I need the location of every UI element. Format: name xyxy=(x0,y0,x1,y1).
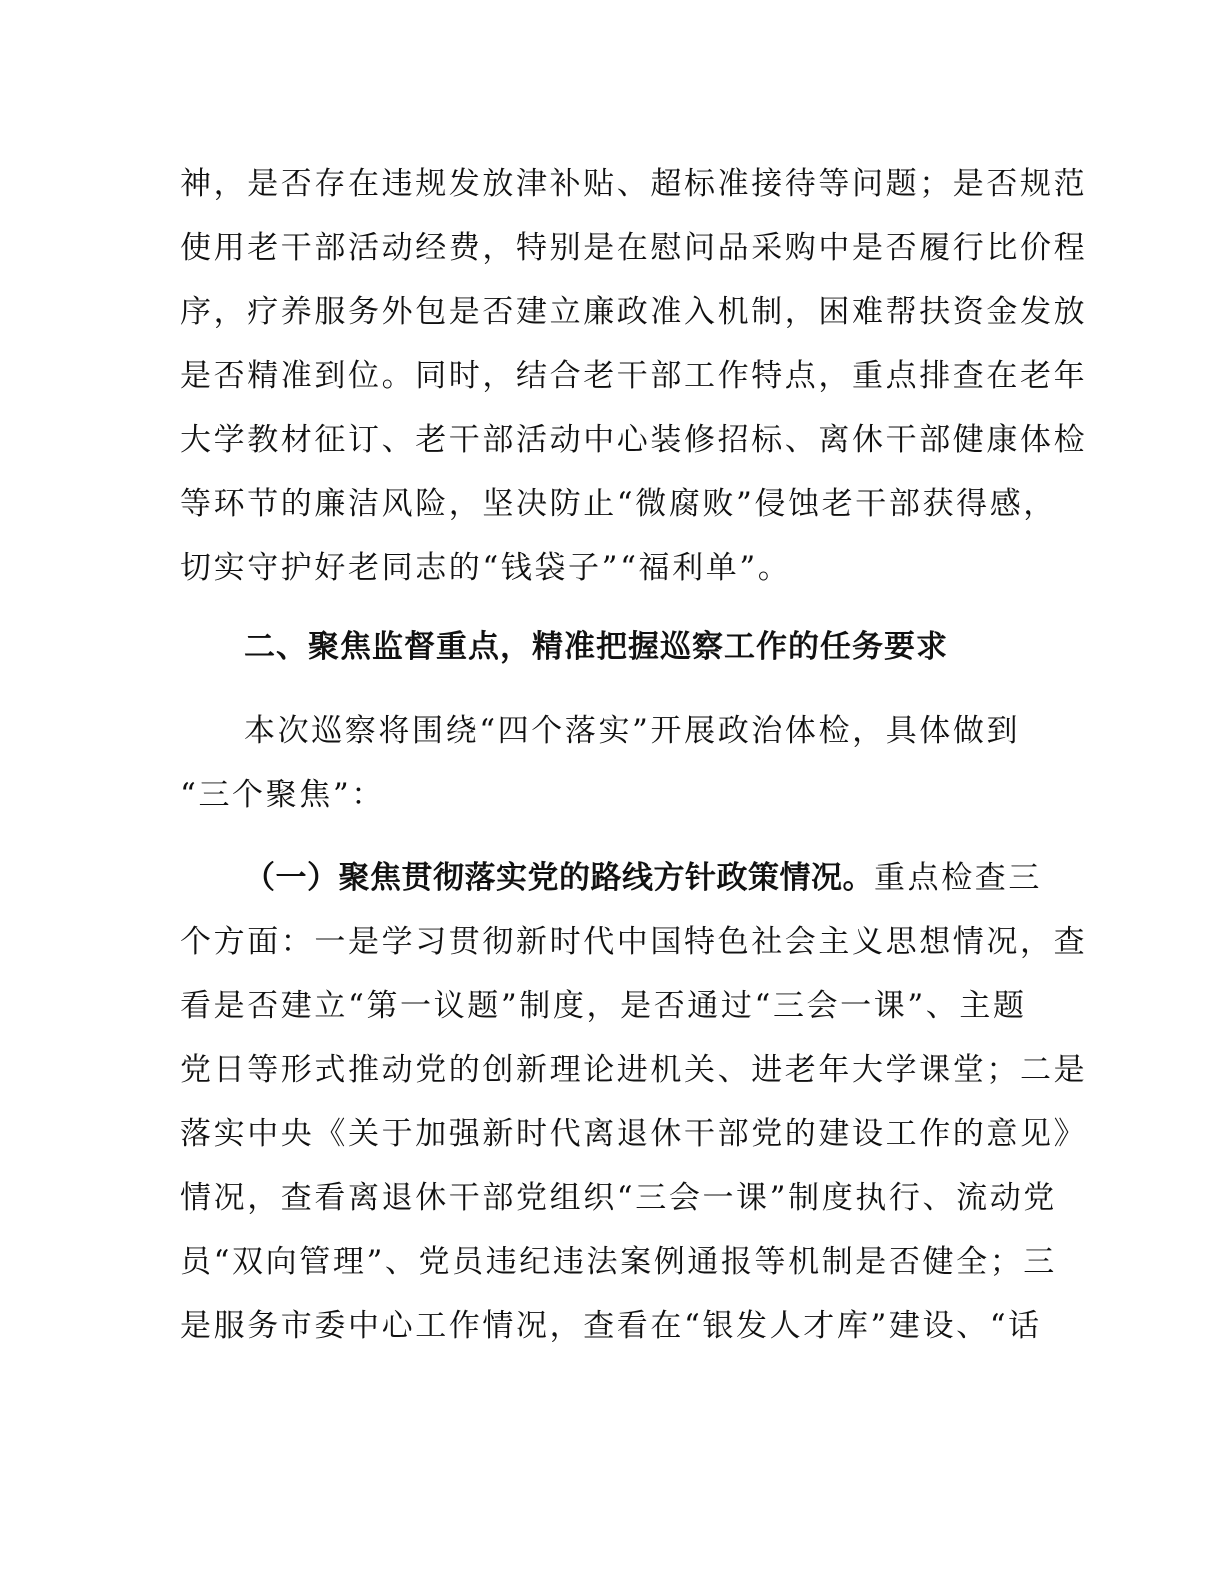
paragraph-line: 个方面：一是学习贯彻新时代中国特色社会主义思想情况，查 xyxy=(180,924,1088,960)
paragraph-line: 使用老干部活动经费，特别是在慰问品采购中是否履行比价程 xyxy=(180,230,1088,266)
section-heading: 二、聚焦监督重点，精准把握巡察工作的任务要求 xyxy=(244,629,948,665)
paragraph-line: 落实中央《关于加强新时代离退休干部党的建设工作的意见》 xyxy=(180,1116,1088,1152)
paragraph-line: “三个聚焦”： xyxy=(180,777,385,813)
paragraph-line: 切实守护好老同志的“钱袋子”“福利单”。 xyxy=(180,550,792,586)
paragraph-line: 序，疗养服务外包是否建立廉政准入机制，困难帮扶资金发放 xyxy=(180,294,1088,330)
paragraph-line: 员“双向管理”、党员违纪违法案例通报等机制是否健全；三 xyxy=(180,1244,1057,1280)
paragraph-line: 看是否建立“第一议题”制度，是否通过“三会一课”、主题 xyxy=(180,988,1027,1024)
paragraph-line: 是否精准到位。同时，结合老干部工作特点，重点排查在老年 xyxy=(180,358,1088,394)
subsection-heading: （一）聚焦贯彻落实党的路线方针政策情况。 xyxy=(244,860,874,896)
paragraph-line-continuation: 重点检查三 xyxy=(874,860,1042,896)
paragraph-line: 党日等形式推动党的创新理论进机关、进老年大学课堂；二是 xyxy=(180,1052,1088,1088)
paragraph-line: 等环节的廉洁风险，坚决防止“微腐败”侵蚀老干部获得感， xyxy=(180,486,1057,522)
paragraph-line: 大学教材征订、老干部活动中心装修招标、离休干部健康体检 xyxy=(180,422,1088,458)
paragraph-line: 情况，查看离退休干部党组织“三会一课”制度执行、流动党 xyxy=(180,1180,1057,1216)
paragraph-line: 是服务市委中心工作情况，查看在“银发人才库”建设、“话 xyxy=(180,1308,1042,1344)
paragraph-line: 神，是否存在违规发放津补贴、超标准接待等问题；是否规范 xyxy=(180,166,1088,202)
paragraph-line: 本次巡察将围绕“四个落实”开展政治体检，具体做到 xyxy=(244,713,1021,749)
paragraph-first-line xyxy=(244,858,1104,898)
